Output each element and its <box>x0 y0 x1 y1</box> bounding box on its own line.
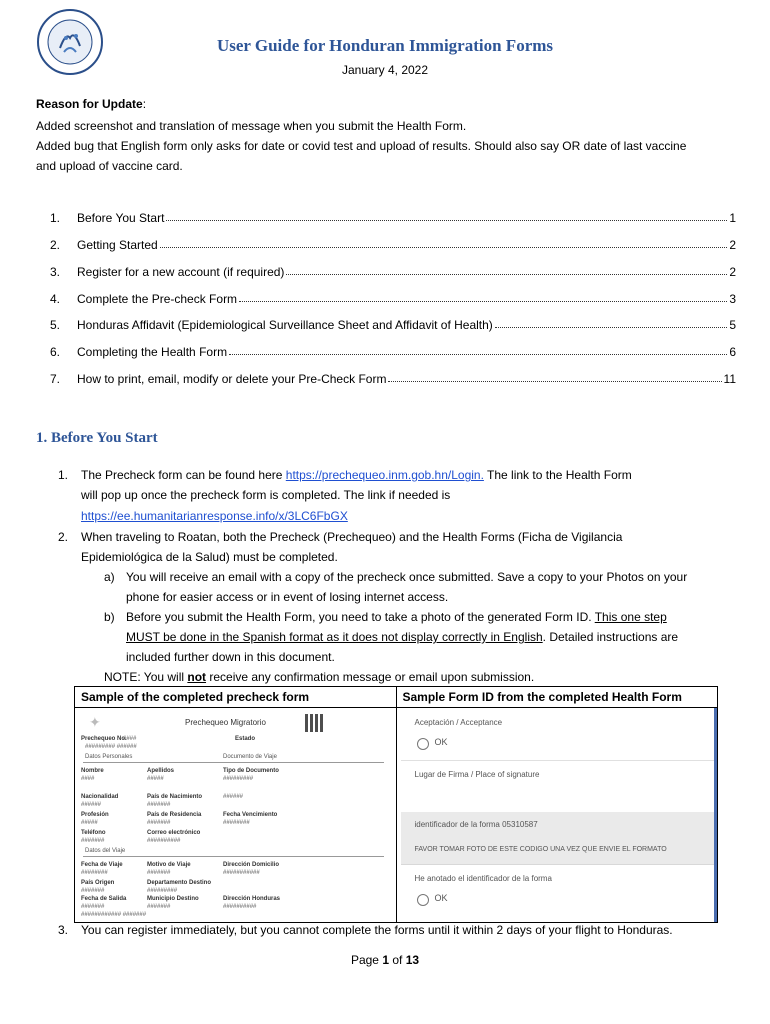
toc-entry-page: 5 <box>729 318 736 332</box>
toc-entry-page: 2 <box>729 238 736 252</box>
sub-item-a-line-1: You will receive an email with a copy of the precheck once submitted. Save a copy to your Photos on your <box>126 570 688 584</box>
sub-item-label: a) <box>104 570 115 584</box>
reason-line-3: and upload of vaccine card. <box>36 159 183 173</box>
list-item-2-line-2: Epidemiológica de la Salud) must be completed. <box>81 550 338 564</box>
toc-entry-5[interactable]: 5. Honduras Affidavit (Epidemiological Surveillance Sheet and Affidavit of Health) 5 <box>50 318 736 332</box>
form-id-label: identificador de la forma 05310587 <box>414 820 538 829</box>
sub-item-b-line-2: MUST be done in the Spanish format as it does not display correctly in English. Detailed instructions are <box>126 630 679 644</box>
list-item-number: 3. <box>58 923 69 937</box>
acceptance-radio[interactable] <box>417 738 429 750</box>
toc-entry-4[interactable]: 4. Complete the Pre-check Form 3 <box>50 292 736 306</box>
toc-entry-text: Before You Start <box>77 211 165 225</box>
health-form-link[interactable]: https://ee.humanitarianresponse.info/x/3LC6FbGX <box>81 509 348 523</box>
toc-entry-7[interactable]: 7. How to print, email, modify or delete your Pre-Check Form 11 <box>50 372 736 386</box>
toc-entry-6[interactable]: 6. Completing the Health Form 6 <box>50 345 736 359</box>
toc-entry-3[interactable]: 3. Register for a new account (if required) 2 <box>50 265 736 279</box>
precheck-screenshot-cell <box>75 708 397 923</box>
samples-table <box>74 686 718 923</box>
sub-item-b-line-1: Before you submit the Health Form, you need to take a photo of the generated Form ID. This one step <box>126 610 667 624</box>
toc-entry-2[interactable]: 2. Getting Started 2 <box>50 238 736 252</box>
toc-entry-page: 1 <box>729 211 736 225</box>
precheck-emblem-icon: ✦ <box>89 714 101 730</box>
sample-health-header: Sample Form ID from the completed Health Form <box>396 687 718 708</box>
list-item-3: You can register immediately, but you cannot complete the forms until it within 2 days of your flight to Honduras. <box>81 923 673 937</box>
toc-entry-text: Completing the Health Form <box>77 345 228 359</box>
toc-entry-page: 3 <box>729 292 736 306</box>
health-form-screenshot: Aceptación / Acceptance OK Lugar de Firma / Place of signature identificador de la forma 05310587 FAVOR TOMAR FOTO DE ESTE CODIGO UNA VEZ QUE ENVIE EL FORMATO He anotado el identificador de la forma OK <box>397 708 718 922</box>
reason-line-1: Added screenshot and translation of message when you submit the Health Form. <box>36 119 467 133</box>
toc-entry-text: Complete the Pre-check Form <box>77 292 238 306</box>
toc-entry-page: 6 <box>729 345 736 359</box>
toc-entry-text: How to print, email, modify or delete your Pre-Check Form <box>77 372 387 386</box>
toc-entry-1[interactable]: 1. Before You Start 1 <box>50 211 736 225</box>
sub-item-a-line-2: phone for easier access or in event of losing internet access. <box>126 590 449 604</box>
toc-entry-text: Register for a new account (if required) <box>77 265 285 279</box>
reason-line-2: Added bug that English form only asks for date or covid test and upload of results. Should also say OR date of last vaccine <box>36 139 687 153</box>
page-footer: Page 1 of 13 <box>350 953 420 967</box>
precheck-screenshot: ✦ Prechequeo Migratorio Prechequeo No. #### Estado ######### ###### Datos Personales Documento de Viaje Nombre Apellidos Tipo de Documento #### ##### ######### Nacionalidad País de Nacimiento ###### ###### ####### Profesión País de Residencia Fecha Vencimiento ##### ####### ######## Teléfono Correo electrónico ####### ########## Datos del Viaje Fecha de Viaje Motivo de Viaje Dirección Domicilio ######## ####### ########### País Origen Departamento Destino ####### ######### Fecha de Salida Municipio Destino Dirección Honduras ####### ####### ########## ############ ####### <box>75 708 396 922</box>
reason-heading: Reason for Update: <box>36 97 147 111</box>
sample-precheck-header: Sample of the completed precheck form <box>75 687 397 708</box>
precheck-link[interactable]: https://prechequeo.inm.gob.hn/Login. <box>285 468 484 482</box>
list-item-1-line-2: will pop up once the precheck form is completed. The link if needed is <box>81 488 451 502</box>
list-item-number: 1. <box>58 468 69 482</box>
noted-radio[interactable] <box>417 894 429 906</box>
health-form-link-line <box>81 506 348 526</box>
list-item-2-line-1: When traveling to Roatan, both the Precheck (Prechequeo) and the Health Forms (Ficha de Vigilancia <box>81 530 623 544</box>
list-item-1-line-1: The Precheck form can be found here https://prechequeo.inm.gob.hn/Login. The link to the Health Form <box>81 468 632 482</box>
qr-code-icon <box>305 714 323 732</box>
toc-entry-text: Getting Started <box>77 238 158 252</box>
toc-entry-page: 2 <box>729 265 736 279</box>
sub-item-b-line-3: included further down in this document. <box>126 650 335 664</box>
section-heading-before-you-start: 1. Before You Start <box>36 430 158 446</box>
health-form-screenshot-cell <box>396 708 718 923</box>
toc-entry-text: Honduras Affidavit (Epidemiological Surveillance Sheet and Affidavit of Health) <box>77 318 493 332</box>
note-line: NOTE: You will not receive any confirmation message or email upon submission. <box>104 670 535 684</box>
sub-item-label: b) <box>104 610 115 624</box>
document-title: User Guide for Honduran Immigration Forms <box>216 36 554 55</box>
toc-entry-page: 11 <box>723 372 736 386</box>
list-item-number: 2. <box>58 530 69 544</box>
document-date: January 4, 2022 <box>341 63 429 77</box>
